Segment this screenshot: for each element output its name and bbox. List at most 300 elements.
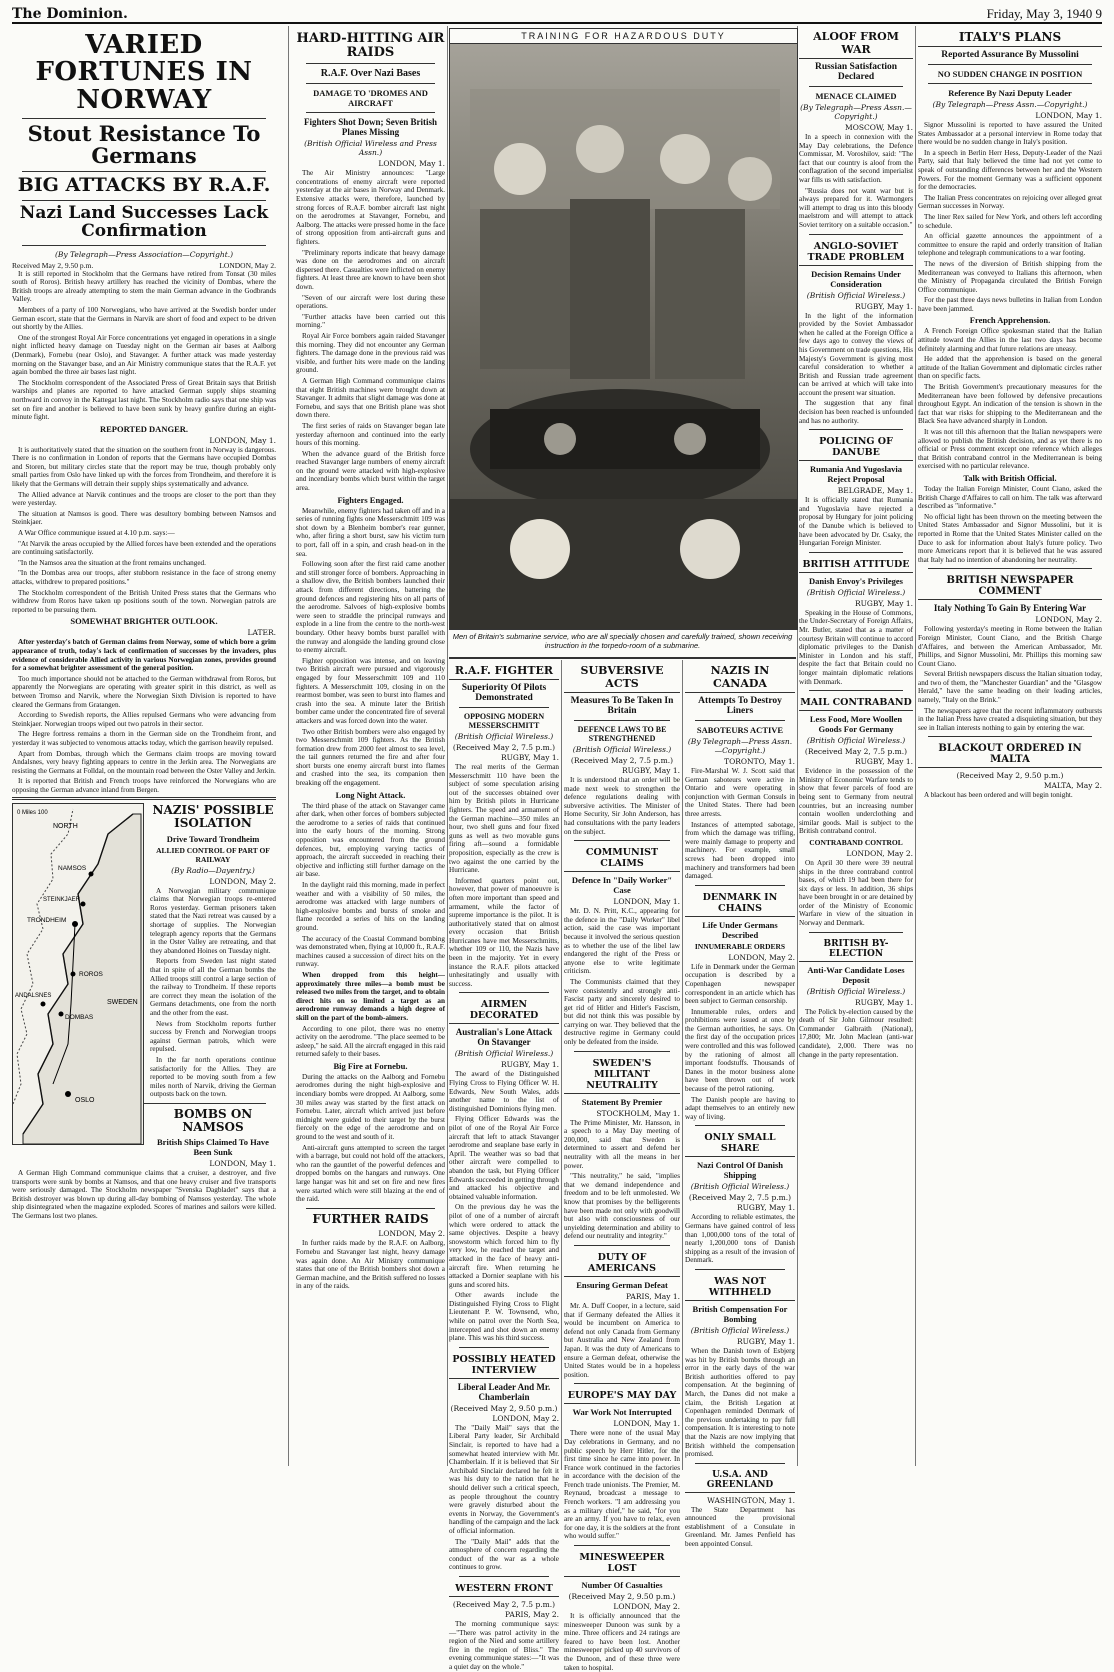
subhead-superiority: Superiority Of Pilots Demonstrated — [461, 683, 547, 703]
paragraph: Royal Air Force bombers again raided Stavanger this morning. They did not encounter any German fighters. The damage done in the previous raid was visible, and further hits were made on the landing ground. — [296, 331, 445, 375]
paragraph: Several British newspapers discuss the Italian situation today, and two of them, the "Manchester Guardian" and the "Glasgow Herald," have the same heading on their leading articles, namely, "Italy on the Brink." — [918, 670, 1102, 705]
divider — [22, 171, 266, 172]
headline-may-day: EUROPE'S MAY DAY — [564, 1388, 680, 1404]
divider — [809, 234, 903, 235]
paragraph: The "Daily Mail" says that the Liberal Party leader, Sir Archibald Sinclair, is reported to have had a somewhat heated interview with Mr. Chamberlain. If it is believed that Sir Archibald Sinclair declared he felt it was his duty to the nation that he should deliver such a critical speech, as people throughout the country were gravely disturbed about the events in Norway, the Government's handling of the campaign and the lack of official information. — [449, 1423, 559, 1535]
headline-danube: POLICING OF DANUBE — [799, 434, 913, 461]
paragraph: The news of the diversion of British shipping from the Mediterranean was conveyed to Italians this afternoon, when the Ministry of Propaganda circulated the British Foreign Office communique. — [918, 259, 1102, 294]
paragraph: In the light of the information provided by the Soviet Ambassador when he called at the Foreign Office a few days ago to convey the views of his Government on trade questions, His Majesty's Government is giving most careful consideration to whether a British and Russian trade agreement can be arrived at which will take into account the present war situation. — [799, 311, 913, 397]
divider — [306, 63, 435, 64]
divider — [22, 200, 266, 201]
paragraph: Following yesterday's meeting in Rome between the Italian Foreign Minister, Count Ciano, and the British Charge d'Affaires, and between the American Ambassador, Mr. Phillips, and Signor Mussolini, Mr. Phillips this morning saw Count Ciano. — [918, 625, 1102, 668]
headline-heated-interview: POSSIBLY HEATED INTERVIEW — [449, 1352, 559, 1379]
headline-minesweeper: MINESWEEPER LOST — [564, 1550, 680, 1577]
paragraph: It is officially stated that Rumania and Yugoslavia have rejected a proposal by Hungary for joint policing of the Danube which is believed to have been advocated by Dr. Csaky, the Hungarian Foreign Minister. — [799, 496, 913, 548]
dateline: LONDON, May 2. — [378, 1229, 445, 1239]
divider — [574, 720, 670, 721]
headline-further-raids: FURTHER RAIDS — [312, 1211, 429, 1226]
divider — [574, 1383, 670, 1384]
subhead-statement-premier: Statement By Premier — [581, 1096, 663, 1107]
divider — [928, 64, 1092, 65]
credit-line: (British Official Wireless.) — [806, 736, 906, 746]
divider — [695, 1125, 785, 1126]
paragraph: The Air Ministry announces: "Large concentrations of enemy aircraft were reported yesterday at the air bases in Norway and Denmark. Extensive attacks were, therefore, launched by strong forces of R.A.F. bomber aircraft last night on the aerodromes at Stavanger, Fornebu, and Aalborg. The attacks were pressed home in the face of strong opposition from anti-aircraft guns and fighters. — [296, 169, 445, 247]
headline-mail-contraband: MAIL CONTRABAND — [799, 695, 913, 711]
paragraph: The situation at Namsos is good. There was desultory bombing between Namsos and Steinkjaer. — [12, 509, 276, 527]
paragraph: Two other British bombers were also engaged by two Messerschmitt 109 fighters. As the British formation drew from 2000 feet almost to sea level, the tail gunners returned the fire and after four short bursts one enemy aircraft burst into flames and crashed into the sea, its companion then breaking off the engagement. — [296, 727, 445, 788]
map-drawing — [13, 804, 143, 1144]
headline-stout-resistance: Stout Resistance To Germans — [27, 120, 261, 168]
headline-small-share: ONLY SMALL SHARE — [685, 1130, 795, 1157]
received-time: Received May 2, 9.50 p.m. — [12, 260, 94, 270]
divider — [928, 736, 1092, 737]
headline-airmen-decorated: AIRMEN DECORATED — [449, 997, 559, 1024]
headline-newspaper-comment: BRITISH NEWSPAPER COMMENT — [918, 573, 1102, 600]
photo-image — [450, 29, 797, 629]
column-norway — [12, 28, 276, 1468]
divider — [574, 1545, 670, 1546]
headline-sweden-neutrality: SWEDEN'S MILITANT NEUTRALITY — [564, 1056, 680, 1094]
headline-raf-fighter: R.A.F. FIGHTER — [449, 662, 559, 680]
credit-line: (British Official Wireless.) — [806, 587, 906, 597]
subhead-innumerable-orders: INNUMERABLE ORDERS — [694, 941, 786, 951]
paragraph: Today the Italian Foreign Minister, Count Ciano, asked the British Charge d'Affaires to call on him. The talk was afterward described as "informative." — [918, 484, 1102, 511]
subhead-measures: Measures To Be Taken In Britain — [570, 696, 674, 716]
headline-usa-greenland: U.S.A. AND GREENLAND — [685, 1468, 795, 1493]
dateline: LATER. — [247, 628, 276, 638]
paragraph: A War Office communique issued at 4.10 p.m. says:— — [18, 529, 175, 538]
paragraph: "This neutrality," he said, "implies that we demand independence and freedom and to be left unmolested. We know that promises by the belligerents have been made not only with goodwill but also with consciousness of our unyielding determination and ability to defend our neutrality and integrity." — [564, 1172, 680, 1241]
paragraph: The accuracy of the Coastal Command bombing was demonstrated when, flying at 10,000 ft., R.A.F. machines caused a succession of direct hits on the runway. — [296, 934, 445, 969]
column-italy-plans — [918, 28, 1102, 1468]
map-label: TRONDHEIM — [27, 917, 67, 925]
credit-line: (British Official Wireless.) — [806, 986, 906, 996]
credit-line: (By Telegraph—Press Assn.—Copyright.) — [800, 103, 912, 121]
credit-line: (British Official Wireless.) — [454, 1049, 554, 1059]
dateline: LONDON, May 2. — [1035, 615, 1102, 625]
subhead-big-fire: Big Fire at Fornebu. — [333, 1060, 408, 1071]
paragraph: On April 30 there were 39 neutral ships in the three contraband control bases, of which 19 had been there for six days or less. In addition, 36 ships have been brought in or are detained by order of the Ministry of Economic Warfare in view of the situation in Norway and Denmark. — [799, 858, 913, 928]
divider — [695, 1269, 785, 1270]
subhead-allied-control: ALLIED CONTROL OF PART OF RAILWAY — [156, 845, 270, 864]
paragraph: He added that the apprehension is based on the general attitude of the Italian Government and diplomatic circles rather than on specific facts. — [918, 355, 1102, 381]
paragraph: "Russia does not want war but is always prepared for it. Warmongers will attempt to drag us into this bloody maelstrom and will attempt to attack Soviet territory on a suitable occasion." — [799, 186, 913, 229]
headline-subversive-acts: SUBVERSIVE ACTS — [564, 662, 680, 693]
divider — [928, 83, 1092, 84]
divider — [306, 112, 435, 113]
dateline: RUGBY, May 1. — [621, 766, 680, 775]
subhead-war-work: War Work Not Interrupted — [572, 1407, 672, 1418]
paragraph: "At Narvik the areas occupied by the Allied forces have been extended and the operations are continuing satisfactorily. — [12, 539, 276, 557]
map-label: OSLO — [75, 1097, 95, 1105]
paragraph: It is reported that British and French troops have reinforced the Norwegians who are opposing the German advance inland from Bergen. — [12, 777, 276, 794]
paragraph: Informed quarters point out, however, that power of manoeuvre is often more important than speed and armament, while the factor of supreme importance is the pilot. It is authoritatively stated that on almost every occasion that British Hurricanes have met Messerschmitts, whether 109 or 110, the Nazis have been in the majority. Yet in every instance the R.A.F. pilots attacked unhesitatingly and usually with success. — [449, 876, 559, 988]
paragraph: Following soon after the first raid came another and still stronger force of bombers. Approaching in a shallow dive, the British bombers launched their attack from different directions, battering the ground defences and registering hits on all parts of the aerodrome. Salvoes of high-explosive bombs were seen to straddle the principal runways and explode in a line from the centre to the north-west boundary. Other heavy bombs burst parallel with the runway and alongside the landing ground close to enemy aircraft. — [296, 560, 445, 655]
subhead-russian: Russian Satisfaction Declared — [814, 62, 898, 82]
subhead-fighters-shot: Fighters Shot Down; Seven British Planes Missing — [303, 117, 437, 138]
paragraph: A German High Command communique claims that eight British machines were brought down at Stavanger. It admits that slight damage was done at Fornebu, and says that one British plane was shot down there. — [296, 376, 445, 420]
subhead-italy-nothing: Italy Nothing To Gain By Entering War — [933, 603, 1087, 614]
divider — [809, 429, 903, 430]
dateline: MOSCOW, May 1. — [845, 123, 913, 132]
received-time: (Received May 2, 9.50 p.m.) — [568, 1592, 676, 1602]
divider — [695, 720, 785, 721]
column-rule — [288, 26, 289, 1466]
paragraph: According to Swedish reports, the Allies repulsed Germans who were advancing from Steinkjaer. Norwegian troops wiped out two patrols in their sector. — [12, 711, 276, 728]
headline-italy-plans: ITALY'S PLANS — [918, 28, 1102, 47]
subhead-saboteurs: SABOTEURS ACTIVE — [696, 725, 784, 735]
dateline: LONDON, May 1. — [613, 897, 680, 907]
subhead-australian: Australian's Lone Attack On Stavanger — [455, 1027, 553, 1048]
subhead-ships-sunk: British Ships Claimed To Have Been Sunk — [157, 1137, 269, 1158]
headline-denmark-chains: DENMARK IN CHAINS — [685, 890, 795, 917]
subhead-nazi-deputy: Reference By Nazi Deputy Leader — [948, 88, 1072, 98]
subhead-destroy-liners: Attempts To Destroy Liners — [698, 696, 782, 716]
map-label: NAMSOS — [58, 865, 87, 873]
dateline: LONDON, May 1. — [613, 1419, 680, 1429]
paragraph: The British Government's precautionary measures for the Mediterranean have been followed by defensive precautions throughout Egypt. An indication of the tension is shown in the fact that war risks for shipping to the Mediterranean and the Black Sea have advanced sharply in London. — [918, 383, 1102, 426]
map-label: ANDALSNES — [15, 993, 52, 1000]
paragraph: In the daylight raid this morning, made in perfect weather and with a visibility of 50 miles, the aerodrome was attacked with large numbers of high-explosive bombs and bursts of smoke and flame recorded a series of hits on the landing ground. — [296, 881, 445, 932]
credit-line: (By Telegraph—Press Association—Copyright.) — [54, 249, 234, 259]
subhead-fighters-engaged: Fighters Engaged. — [337, 494, 404, 505]
dateline: PARIS, May 1. — [626, 1291, 680, 1301]
town-marker — [59, 1012, 64, 1017]
subhead-decision: Decision Remains Under Consideration — [811, 268, 901, 289]
town-marker — [71, 972, 76, 977]
paragraph: The first series of raids on Stavanger began late yesterday afternoon and continued into the early hours of this morning. — [296, 421, 445, 448]
paragraph: Members of a party of 100 Norwegians, who have arrived at the Swedish border under German escort, state that the Germans in Narvik are short of food and expect to be driven out shortly by the Allies. — [12, 305, 276, 332]
dateline: RUGBY, May 1. — [854, 598, 913, 608]
credit-line: (British Official Wireless.) — [572, 745, 672, 754]
town-marker — [89, 872, 94, 877]
dateline: RUGBY, May 1. — [736, 1203, 795, 1213]
paragraph: The real merits of the German Messerschmitt 110 have been the subject of some speculation arising out of the successes obtained over him by British pilots in Hurricane fighters. The speed and armament of the German machine—350 miles an hour, two shell guns and four fixed guns as well as two movable guns firing aft—sound a formidable proposition, especially as the crew is two against the one carried by the Hurricane. — [449, 763, 559, 875]
masthead — [12, 2, 1102, 24]
dateline: LONDON, May 2. — [728, 952, 795, 962]
headline-duty-americans: DUTY OF AMERICANS — [564, 1250, 680, 1277]
column-rule — [682, 660, 683, 1470]
column-rule — [915, 26, 916, 1466]
dateline: RUGBY, May 1. — [854, 301, 913, 311]
paragraph: An official gazette announces the appointment of a committee to ensure the rapid and orderly transition of Italian telephone and telegraph communications to a war footing. — [918, 232, 1102, 258]
dateline: LONDON, May 2. — [219, 260, 276, 270]
paragraph: Reports from Sweden last night stated that in spite of all the German bombs the Allied troops still control a large section of the railway to Trondheim. If these reports are correct they mean the isolation of the Germans detachments, one from the north and the other from the east. — [150, 957, 276, 1017]
credit-line: (British Official Wireless.) — [806, 290, 906, 300]
paragraph: "In the Dombas area our troops, after stubborn resistance in the face of strong enemy attacks, withdrew to prepared positions." — [12, 569, 276, 587]
divider — [459, 1347, 549, 1348]
paragraph: Fighter opposition was intense, and on leaving two British aircraft were pursued and vigorously engaged by four Messerschmitt 109 and 110 fighters. A Messerschmitt 109, closing in on the rearmost bomber, was seen to burst into flames and crash into the sea. A minute later the British bomber came under the concentrated fire of several attackers and was forced down into the water. — [296, 656, 445, 725]
credit-line: (British Official Wireless and Press Assn.) — [304, 139, 437, 158]
divider — [809, 552, 903, 553]
paragraph: News from Stockholm reports further success by French and Norwegian troops against German patrols, which were repulsed. — [150, 1019, 276, 1054]
received-time: (Received May 2, 7.5 p.m.) — [804, 747, 908, 757]
paragraph: The Stockholm correspondent of the British United Press states that the Germans who withdrew from Roros have taken up positions south of the town. Norwegian patrols are reported to be pursuing them. — [12, 588, 276, 614]
dateline: STOCKHOLM, May 1. — [596, 1108, 680, 1118]
headline-bombs-namsos: BOMBS ON NAMSOS — [173, 1106, 253, 1134]
credit-line: (British Official Wireless.) — [690, 1182, 790, 1192]
dateline: LONDON, May 1. — [209, 435, 276, 445]
dateline: LONDON, May 2. — [846, 848, 913, 858]
paragraph: "In the Namsos area the situation at the front remains unchanged. — [18, 558, 206, 567]
divider — [695, 1463, 785, 1464]
subhead-anti-war: Anti-War Candidate Loses Deposit — [807, 964, 905, 985]
paragraph: The Italian Press concentrates on rejoicing over alleged great German successes in Norway. — [918, 193, 1102, 211]
paragraph: According to one pilot, there was no enemy activity on the aerodrome. "The place seemed to be asleep," he said. All the aircraft engaged in this raid returned safely to their bases. — [296, 1024, 445, 1059]
subhead-less-food: Less Food, More Woollen Goods For Germany — [809, 714, 903, 735]
paragraph: Mr. D. N. Pritt, K.C., appearing for the defence in the "Daily Worker" libel action, said the case was important because it involved the serious question as to whether the use of the libel law endangered the right of the Press or anyone else to write legitimate criticism. — [564, 907, 680, 976]
paragraph: Meanwhile, enemy fighters had taken off and in a series of running fights one Messerschmitt 109 was shot down by a Blenheim bomber's rear gunner, who, after firing a short burst, saw his victim turn to port, fall off in a spin, and crash head-on in the sea. — [296, 506, 445, 558]
town-marker — [65, 1091, 71, 1097]
paragraph: The morning communique says:—"There was patrol activity in the region of the Nied and some artillery fire in the region of Bliss." The evening communique states:—"It was a quiet day on the whole." — [449, 1619, 559, 1671]
subhead-liberal-leader: Liberal Leader And Mr. Chamberlain — [457, 1381, 551, 1402]
paragraph: A German High Command communique claims that a cruiser, a destroyer, and five transports were sunk by bombs at Namsos, and that one heavy cruiser and five transports were seriously damaged. The Stockholm newspaper "Svenska Dagbladet" says that a British destroyer was blown up during all-day bombing of Namsos yesterday. The whole ship disintegrated when the magazine exploded. Scores of marines and sailors were killed. The Germans lost two planes. — [12, 1169, 276, 1221]
subhead-damage-dromes: DAMAGE TO 'DROMES AND AIRCRAFT — [313, 88, 428, 109]
headline-nazis-isolation: NAZIS' POSSIBLE ISOLATION — [152, 803, 274, 831]
paragraph: Apart from Dombas, through which the Germans claim troops are moving toward Andalsnes, very heavy fighting appears to centre in the Jerkin area. The Norwegians are resisting the Germans at Folldal, on the mountain road between the Oster Valley and Jerkin. — [12, 749, 276, 775]
paragraph: "Preliminary reports indicate that heavy damage was done on the aerodromes and on aircraft dispersed there. Casualties were inflicted on enemy fighters. At least three are known to have been shot down. — [296, 248, 445, 291]
paper-name: The Dominion. — [12, 6, 128, 22]
column-raf-fighter — [449, 662, 559, 1671]
dateline: TORONTO, May 1. — [724, 757, 795, 766]
divider — [809, 690, 903, 691]
paragraph: Other awards include the Distinguished Flying Cross to Flight Lieutenant P. W. Townsend, who, while on patrol over the North Sea, intercepted and shot down an enemy plane. This was his third success. — [449, 1291, 559, 1343]
credit-line: (By Radio—Dayentry.) — [171, 865, 255, 875]
received-time: (Received May 2, 9.50 p.m.) — [450, 1403, 558, 1413]
town-marker — [81, 902, 86, 907]
subhead-drive-trondheim: Drive Toward Trondheim — [166, 833, 260, 844]
received-time: (Received May 2, 7.5 p.m.) — [452, 1599, 556, 1609]
paragraph: The liner Rex sailed for New York, and others left according to schedule. — [918, 212, 1102, 230]
received-line — [12, 261, 276, 270]
received-time: (Received May 2, 7.5 p.m.) — [570, 756, 674, 765]
paragraph: The Prime Minister, Mr. Hansson, in a speech to a May Day meeting of 200,000, said that Sweden is determined to assert and defend her neutrality with all the means in her power. — [564, 1118, 680, 1170]
paragraph: Instances of attempted sabotage, from which the damage was trifling, were mainly damage to property and machinery. For example, small screws had been dropped into machinery and transformers had been damaged. — [685, 820, 795, 881]
headline-hard-hitting: HARD-HITTING AIR RAIDS — [296, 31, 445, 60]
column-subversive — [564, 662, 680, 1672]
paragraph: The Polick by-election caused by the death of Sir John Gilmour resulted: Commander Galbraith (National), 17,800; Mr. John Maclean (anti-war candidate), 2,000. There was no change in the party representation. — [799, 1007, 913, 1059]
photo-feature — [449, 28, 796, 657]
dateline: RUGBY, May 1. — [500, 1060, 559, 1070]
headline-not-withheld: WAS NOT WITHHELD — [685, 1274, 795, 1301]
dateline: LONDON, May 1. — [209, 1159, 276, 1169]
paragraph: The newspapers agree that the recent inflammatory outbursts in the Italian Press have created a disquieting situation, but they see in Italian interests nothing to gain by entering the war. — [918, 706, 1102, 732]
paragraph: The award of the Distinguished Flying Cross to Flying Officer W. H. Edwards, New South Wales, adds another name to the list of distinguished Dominions flying men. — [449, 1070, 559, 1113]
town-marker — [72, 921, 78, 927]
submarine-photo — [449, 28, 798, 630]
town-marker — [41, 1002, 46, 1007]
subhead-rumania: Rumania And Yugoslavia Reject Proposal — [810, 464, 902, 485]
dateline: LONDON, May 2. — [492, 1413, 559, 1423]
headline-anglo-soviet: ANGLO-SOVIET TRADE PROBLEM — [799, 239, 913, 266]
paragraph: In further raids made by the R.A.F. on Aalborg, Fornebu and Stavanger last night, heavy damage was again done. An Air Ministry communique states that one of the British bombers shot down a German machine, and the British suffered no losses in any of the raids. — [296, 1239, 445, 1291]
divider — [809, 86, 903, 87]
map-label: NORTH — [53, 823, 78, 831]
credit-line: (By Telegraph—Press Assn.—Copyright.) — [932, 100, 1088, 109]
dateline: RUGBY, May 1. — [736, 1336, 795, 1346]
headline-by-election: BRITISH BY-ELECTION — [799, 937, 913, 962]
divider — [574, 1051, 670, 1052]
paragraph: When the advance guard of the British force reached Stavanger large numbers of enemy aircraft on the ground were attacked with high-explosive and incendiary bombs which burst within the target area. — [296, 449, 445, 493]
paragraph: The Hegre fortress remains a thorn in the German side on the Trondheim front, and yesterday it was subjected to venomous attacks today, which the garrison heavily repulsed. — [12, 730, 276, 747]
dateline: WASHINGTON, May 1. — [707, 1495, 795, 1505]
dateline: LONDON, May 1. — [378, 159, 445, 169]
paragraph: The third phase of the attack on Stavanger came after dark, when other forces of bombers subjected the aerodrome to a series of raids that continued into the early hours of the morning. Strong opposition was encountered from the ground defences, but, employing varying tactics of approach, the aircraft succeeded in reaching their objective and inflicting still further damage on the air base. — [296, 801, 445, 879]
paragraph: According to reliable estimates, the Germans have gained control of less than 1,000,000 tons of the total of nearly 1,200,000 tons of Danish shipping as a result of the invasion of Denmark. — [685, 1213, 795, 1265]
paragraph: "Seven of our aircraft were lost during these operations. — [296, 293, 445, 311]
divider — [306, 83, 435, 84]
divider — [22, 118, 266, 119]
paragraph: Anti-aircraft guns attempted to screen the target with a barrage, but could not hold off the attackers, who ran the gauntlet of the powerful defences and dropped bombs on the hangars and runways. One large hangar was hit and set on fire and new fires were started which were still blazing at the end of the raid. — [296, 1143, 445, 1204]
divider — [574, 1245, 670, 1246]
subhead-compensation: British Compensation For Bombing — [692, 1303, 788, 1324]
map-label: SWEDEN — [107, 999, 138, 1007]
subhead-assurance: Reported Assurance By Mussolini — [941, 50, 1079, 60]
subhead-daily-worker: Defence In "Daily Worker" Case — [571, 875, 673, 896]
paragraph: The Allied advance at Narvik continues and the troops are closer to the port than they were yesterday. — [12, 490, 276, 508]
credit-line: (British Official Wireless.) — [454, 732, 554, 741]
paragraph: No official light has been thrown on the meeting between the United States Ambassador and Signor Mussolini, but it is reported in Rome that the United States Minister called on the Duce to ask for information about Italy's future policy. Two more Americans report that it is believed that he was assured that Italy had no intention of abandoning her neutrality. — [918, 512, 1102, 564]
paragraph: It is officially announced that the minesweeper Dunoon was sunk by a mine. Three officers and 24 ratings are feared to have been lost. Another minesweeper picked up 40 survivors of the Dunoon, and of these three were taken to hospital. — [564, 1612, 680, 1672]
headline-big-attacks: BIG ATTACKS BY R.A.F. — [17, 173, 271, 196]
subhead-messerschmitt: OPPOSING MODERN MESSERSCHMITT — [463, 712, 545, 730]
dateline: LONDON, May 2. — [209, 876, 276, 886]
paragraph: It was not till this afternoon that the Italian newspapers were allowed to publish the British decision, and as yet there is no official or Press comment except one reference which alleges that British contraband control in the Mediterranean is being exercised with no particular relevance. — [918, 428, 1102, 471]
subhead-talk-british: Talk with British Official. — [963, 472, 1057, 483]
bold-paragraph: When dropped from this height—approximately three miles—a bomb must be released two miles from the target, and to obtain direct hits on so limited a target as an aerodrome runway demands a high degree of skill on the part of the bomb-aimers. — [296, 970, 445, 1022]
paragraph: It is still reported in Stockholm that the Germans have retired from Tonsat (30 miles south of Roros). British heavy artillery has reached the vicinity of Dombas, where the British troops are already attempting to stem the main German advance in the Godbrands Valley. — [12, 269, 276, 304]
dateline: LONDON, May 2. — [613, 1602, 680, 1612]
divider — [574, 840, 670, 841]
credit-line: (British Official Wireless.) — [690, 1325, 790, 1335]
photo-caption: Men of Britain's submarine service, who are all specially chosen and carefully trained, shown receiving instruction in the torpedo-room of a submarine. — [452, 632, 793, 650]
dateline: RUGBY, May 1. — [854, 757, 913, 767]
dateline: RUGBY, May 1. — [854, 997, 913, 1007]
divider — [928, 568, 1092, 569]
divider — [449, 657, 796, 659]
norway-map — [12, 803, 144, 1145]
paragraph: The Communists claimed that they were consistently and strongly anti-Fascist party and sincerely desired to get rid of Hitler and Hitler's Fascism, but did not think this was possible by carrying on war. They believed that the destructive regime in Germany could only be defeated from the inside. — [564, 977, 680, 1047]
column-aloof-from-war — [799, 28, 913, 1468]
subhead-german-defeat: Ensuring German Defeat — [576, 1279, 668, 1290]
paragraph: Fire-Marshal W. J. Scott said that German saboteurs were active in Ontario and were operating in conjunction with German Consuls in the United States. There had been three arrests. — [685, 767, 795, 818]
headline-nazis-canada: NAZIS IN CANADA — [685, 662, 795, 693]
dateline: LONDON, May 1. — [1035, 111, 1102, 120]
divider — [459, 707, 549, 708]
dateline: BELGRADE, May 1. — [837, 486, 913, 496]
headline-british-attitude: BRITISH ATTITUDE — [799, 557, 913, 573]
paragraph: For the past three days news bulletins in Italian from London have been jammed. — [918, 296, 1102, 313]
subhead-casualties: Number Of Casualties — [581, 1580, 663, 1591]
column-rule — [447, 26, 448, 1466]
paragraph: During the attacks on the Aalborg and Fornebu aerodromes during the night high-explosive and incendiary bombs were dropped. At Aalborg, some 30 miles away was started by the first attack on Fornebu. Later, aircraft which arrived just before midnight were guided to their target by the burst fiercely on the edge of the aerodrome and on ground to the west and south of it. — [296, 1072, 445, 1142]
divider — [695, 885, 785, 886]
subhead-defence-laws: DEFENCE LAWS TO BE STRENGTHENED — [577, 725, 667, 743]
sweden-land — [23, 814, 141, 1144]
map-label: DOMBAS — [65, 1014, 94, 1022]
received-time: (Received May 2, 7.5 p.m.) — [452, 743, 556, 752]
received-time: (Received May 2, 9.50 p.m.) — [956, 771, 1064, 781]
paragraph: It is authoritatively stated that the situation on the southern front in Norway is dangerous. There is no confirmation in London of reports that the Germans have occupied Dombas and Storen, but military circles state that the report may be true, though probably only small parties from Oslo have linked up with the forces from Trondheim, and therefore it is likely that the Germans will detrain their supply ships systematically and advance. — [12, 445, 276, 489]
paragraph: "Further attacks have been carried out this morning." — [296, 312, 445, 330]
subhead-french-apprehension: French Apprehension. — [969, 315, 1051, 326]
column-air-raids — [296, 28, 445, 1468]
divider — [306, 1208, 435, 1209]
paragraph: When the Danish town of Esbjerg was hit by British bombs through an error in the early days of the war British authorities offered to pay compensation. At the beginning of March, the Danes did not make a claim, the British Legation at Copenhagen reminded Denmark of the previous undertaking to pay full compensation. It is interesting to note that the Nazis are now implying that British withheld the compensation promised. — [685, 1346, 795, 1459]
bold-paragraph: After yesterday's batch of German claims from Norway, some of which bore a grim appearance of truth, today's lack of confirmation of successes by the invaders, plus evidence of considerable Allied activity in various Norwegian zones, provides ground for a somewhat brighter assessment of the general position. — [12, 638, 276, 673]
paragraph: A blackout has been ordered and will begin tonight. — [924, 791, 1073, 800]
paragraph: On the previous day he was the pilot of one of a number of aircraft which were ordered to attack the same objectives. Despite a heavy snowstorm which forced him to fly very low, he reached the target and attacked in the face of heavy anti-aircraft fire. When returning he attacked a Dornier seaplane with his guns and scored hits. — [449, 1203, 559, 1289]
paragraph: Flying Officer Edwards was the pilot of one of the Royal Air Force aircraft that left to attack Stavanger aerodrome and seaplane base early in April. The weather was so bad that other aircraft were compelled to abandon the task, but Flying Officer Edwards succeeded in getting through and attacked his objective and obtained valuable information. — [449, 1115, 559, 1201]
subhead-contraband-control: CONTRABAND CONTROL — [809, 837, 903, 847]
column-rule — [561, 660, 562, 1470]
paragraph: The State Department has announced the provisional establishment of a Consulate in Greenland. Mr. James Penfield has been appointed Consul. — [685, 1505, 795, 1549]
map-label: STEINKJAER — [43, 897, 81, 904]
subhead-raf-nazi-bases: R.A.F. Over Nazi Bases — [320, 68, 421, 80]
paragraph: The suggestion that any final decision has been reached is unfounded and has no authority. — [799, 399, 913, 425]
headline-western-front: WESTERN FRONT — [449, 1581, 559, 1597]
headline-communist-claims: COMMUNIST CLAIMS — [564, 845, 680, 872]
divider — [12, 797, 276, 800]
headline-varied-fortunes: VARIED FORTUNES IN NORWAY — [35, 30, 253, 115]
paragraph: In a speech in Berlin Herr Hess, Deputy-Leader of the Nazi Party, said that Italy believed the time had not yet come to speak of outstanding differences between her and the Western Powers. For the moment Germany was a sufficient opponent for the democracies. — [918, 148, 1102, 192]
paragraph: There were none of the usual May Day celebrations in Germany, and no public speech by Herr Hitler, for the first time since he came into power. In France work continued in the factories in accordance with the decision of the French trade unionists. The Premier, M. Reynaud, broadcast a message to French workers. "I am addressing you as a military chief," he said, "for you are an army. If you have to relax, even for one day, it is the soldiers at the front who would suffer." — [564, 1429, 680, 1541]
divider — [459, 992, 549, 993]
paragraph: Mr. A. Duff Cooper, in a lecture, said that if Germany defeated the Allies it would be incumbent on America to defend not only Canada from Germany but Australia and New Zealand from Japan. It was the duty of Americans to ensure a German defeat, otherwise the United States would be in a hopeless position. — [564, 1301, 680, 1379]
paragraph: The Danish people are having to adapt themselves to an entirely new way of living. — [685, 1095, 795, 1121]
subhead-long-night: Long Night Attack. — [335, 789, 406, 800]
divider — [22, 245, 266, 246]
headline-nazi-land: Nazi Land Successes Lack Confirmation — [19, 202, 269, 241]
paragraph: In a speech in connexion with the May Day celebrations, the Defence Commissar, M. Voroshilov, said: "The fact that our country is aloof from the conflagration of the second imperialist war fills us with satisfaction. — [799, 133, 913, 184]
subhead-no-sudden-change: NO SUDDEN CHANGE IN POSITION — [937, 69, 1083, 79]
divider — [459, 1576, 549, 1577]
issue-date: Friday, May 3, 1940 9 — [986, 6, 1102, 21]
paragraph: A Norwegian military communique claims that Norwegian troops re-entered Roros yesterday. German prisoners taken stated that the Nazi retreat was caused by a shortage of supplies. The Norwegian telegraph agency reports that the Germans in the Oster Valley are retreating, and that they abandoned Hoines on Tuesday night. — [150, 886, 276, 955]
received-time: (Received May 2, 7.5 p.m.) — [688, 1193, 792, 1203]
column-nazis-canada — [685, 662, 795, 1549]
subhead-menace: MENACE CLAIMED — [815, 91, 897, 101]
map-label: ROROS — [79, 971, 103, 979]
paragraph: The "Daily Mail" adds that the atmosphere of concern regarding the conduct of the war as a whole continues to grow. — [449, 1537, 559, 1572]
paragraph: One of the strongest Royal Air Force concentrations yet engaged in operations in a single night inflicted heavy damage on Tuesday night on the German air bases at Aalborg (Denmark), Fornebu (near Oslo), and Stavanger. A further attack was made yesterday morning on the Stavanger base, and an Air Ministry communique states that the R.A.F. yet again bombed the three air bases last night. — [12, 333, 276, 377]
photo-title: TRAINING FOR HAZARDOUS DUTY — [450, 29, 797, 44]
credit-line: (By Telegraph—Press Assn.—Copyright.) — [687, 737, 793, 755]
headline-aloof: ALOOF FROM WAR — [799, 28, 913, 59]
paragraph: Too much importance should not be attached to the German withdrawal from Roros, but apparently the Norwegians are operating with greater spirit in this district, as well as between Tromso and Narvik, where the Norwegian Sixth Division is reported to have cleared the Germans from Gratangen. — [12, 674, 276, 709]
paragraph: A French Foreign Office spokesman stated that the Italian attitude toward the Allies in the last two days has become definitely alarming and that future relations are uneasy. — [918, 327, 1102, 353]
subhead-brighter-outlook: SOMEWHAT BRIGHTER OUTLOOK. — [70, 616, 218, 627]
subhead-reported-danger: REPORTED DANGER. — [99, 423, 188, 434]
dateline: MALTA, May 2. — [1043, 781, 1102, 791]
paragraph: Innumerable rules, orders and prohibitions were issued at once by the German authorities, he says. On the first day of the occupation prices were controlled and this was followed by the rationing of almost all important foodstuffs. Thousands of Danes in the motor business alone have been thrown out of work because of the petrol rationing. — [685, 1007, 795, 1094]
paragraph: Evidence in the possession of the Ministry of Economic Warfare tends to show that fewer parcels of food are being sent to Germany from neutral countries, but an increasing number contain woollen underclothing and similar goods. Mail is subject to the British contraband control. — [799, 767, 913, 836]
paragraph: Signor Mussolini is reported to have assured the United States Ambassador at a personal interview in Rome today that there would be no sudden change in Italy's position. — [918, 121, 1102, 147]
subhead-danish-envoy: Danish Envoy's Privileges — [809, 575, 903, 586]
dateline: PARIS, May 2. — [505, 1609, 559, 1619]
map-scale: 0 Miles 100 — [17, 810, 48, 817]
headline-blackout-malta: BLACKOUT ORDERED IN MALTA — [918, 741, 1102, 768]
paragraph: Life in Denmark under the German occupation is described by a Copenhagen newspaper correspondent in an article which has been subject to German censorship. — [685, 962, 795, 1006]
paragraph: In the far north operations continue satisfactorily for the Allies. They are reported to be moving south from a few miles north of Narvik, driving the German outposts back on the town. — [150, 1055, 276, 1099]
paragraph: It is understood that an order will be made next week to strengthen the defence regulations dealing with subversive activities. The Minister of Home Security, Sir John Anderson, has had consultations with the party leaders on the subject. — [564, 776, 680, 836]
subhead-life-under-germans: Life Under Germans Described — [702, 919, 778, 940]
paragraph: Speaking in the House of Commons, the Under-Secretary of Foreign Affairs, Mr. Butler, stated that as a matter of courtesy Britain will continue to accord diplomatic privileges to the Danish Minister in London and his staff, despite the fact that Britain could no longer maintain diplomatic relations with Denmark. — [799, 608, 913, 686]
paragraph: The Stockholm correspondent of the Associated Press of Great Britain says that British warships and planes are reported to have attacked German supply ships steaming northward in convoy in the Kattegat last night. The Stockholm radio says that one ship was set on fire and another is believed to have been sunk by heavy gunfire during an eight-minute fight. — [12, 378, 276, 422]
subhead-danish-shipping: Nazi Control Of Danish Shipping — [696, 1160, 784, 1181]
divider — [809, 932, 903, 933]
dateline: RUGBY, May 1. — [500, 753, 559, 762]
